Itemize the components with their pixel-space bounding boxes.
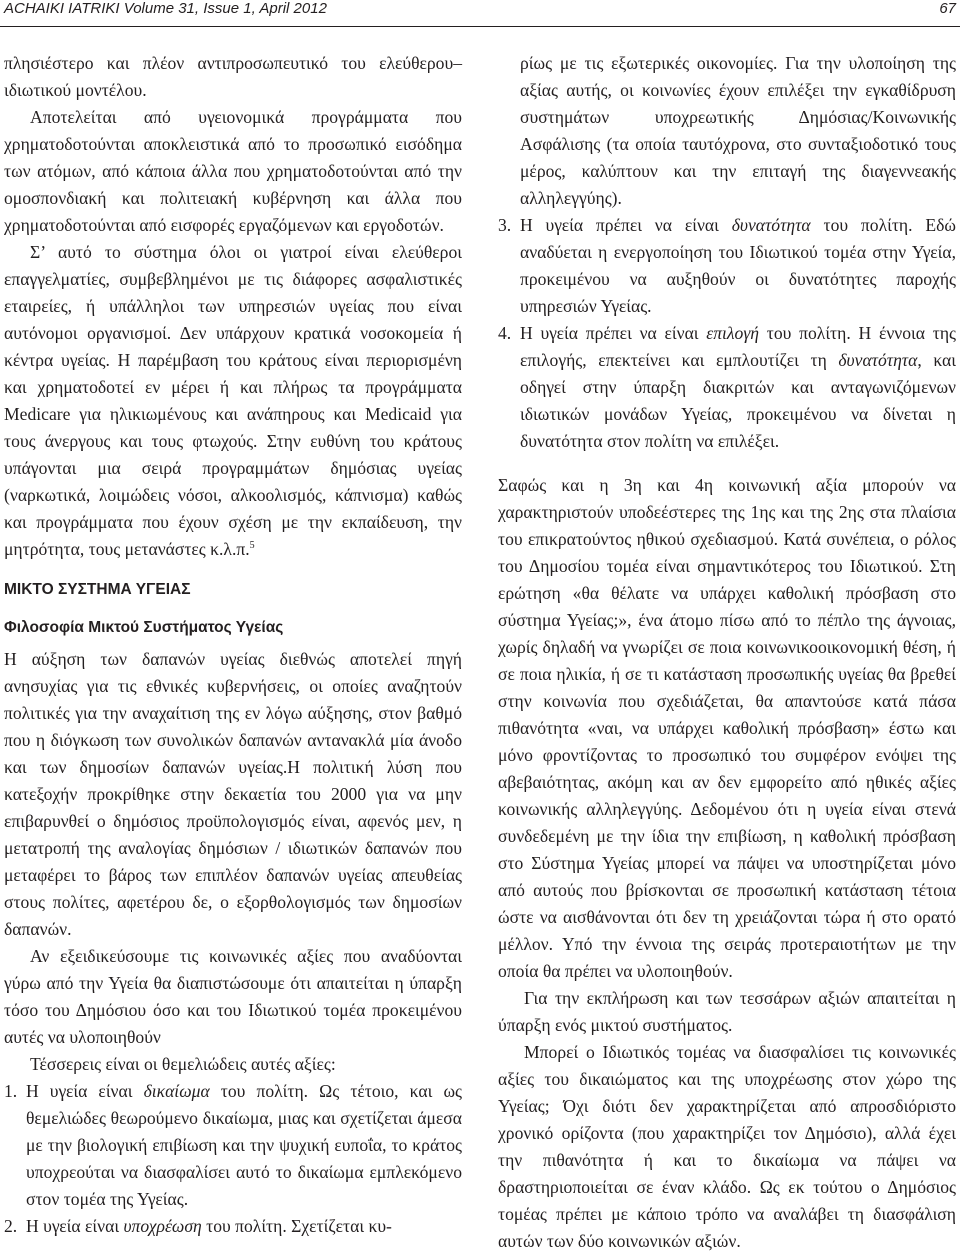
left-column (4, 50, 462, 1240)
running-header (0, 0, 960, 27)
list-number: 3. (498, 215, 512, 235)
paragraph (4, 239, 462, 563)
list-item (4, 1078, 462, 1213)
journal-title: ACHAIKI IATRIKI Volume 31, Issue 1, April 2012 (4, 0, 327, 17)
paragraph: Αν εξειδικεύσουμε τις κοινωνικές αξίες που αναδύονται γύρω από την Υγεία θα διαπιστώσουμε ότι απαιτείται η ύπαρξη τόσο του Δημόσιου όσο και του Ιδιωτικού τομέα προκειμένου αυτές να υλοποιηθούν (4, 946, 462, 1047)
paragraph: Τέσσερεις είναι οι θεμελιώδεις αυτές αξίες: (30, 1054, 336, 1074)
list-text: ρίως με τις εξωτερικές οικονομίες. Για την υλοποίηση της αξίας αυτής, οι κοινωνίες έχουν επιλέξει την εγκαθίδρυση συστημάτων υποχρεωτικής Δημόσιας/Κοινωνικής Ασφάλισης (τα οποία ταυτόχρονα, στο συνταξιοδοτικό τους μέρος, καλύπτουν και την επιταγή της διαγεννεακής αλληλεγγύης). (520, 53, 956, 208)
list-item (498, 212, 956, 320)
list-text: Η υγεία είναι υποχρέωση του πολίτη. Σχετίζεται κυ- (26, 1216, 392, 1236)
reference-superscript: 5 (249, 540, 255, 552)
list-number: 2. (4, 1216, 18, 1236)
list-number: 1. (4, 1081, 18, 1101)
list-text: Η υγεία πρέπει να είναι επιλογή του πολίτη. Η έννοια της επιλογής, επεκτείνει και εμπλουτίζει τη δυνατότητα, και οδηγεί στην ύπαρξη διακριτών και ανταγωνιζόμενων ιδιωτικών μονάδων Υγείας, προκειμένου να δίνεται η δυνατότητα στον πολίτη να επιλέξει. (520, 323, 956, 451)
paragraph: Σαφώς και η 3η και 4η κοινωνική αξία μπορούν να χαρακτηριστούν υποδεέστερες της 1ης και της 2ης στα πλαίσια του επικρατούντος ηθικού σχεδιασμού. Κατά συνέπεια, ο ρόλος του Δημοσίου τομέα είναι σημαντικότερος του Ιδιωτικού. Στη ερώτηση «θα θέλατε να υπάρχει καθολική πρόσβαση στο σύστημα Υγείας;», ένα άτομο πίσω από το πέπλο της άγνοιας, χωρίς δηλαδή να γνωρίζει σε ποια κοινωνικοοικονομική θέση, ή σε ποια ηλικία, ή σε τι κατάσταση προσωπικής υγείας θα βρεθεί στην κοινωνία που σχεδιάζεται, θα απαντούσε κατά πάσα πιθανότητα «ναι, να υπάρχει καθολική πρόσβαση» έστω και μόνο φροντίζοντας το προσωπικό του συμφέρον ενόψει της αβεβαιότητας, ακόμη και αν δεν εμφορείτο από ηθικές αξίες κοινωνικής αλληλεγγύης. Δεδομένου ότι η υγεία είναι στενά συνδεδεμένη με την ίδια την επιβίωση, η καθολική πρόσβαση στο Σύστημα Υγείας μπορεί να πάψει να υποστηρίζεται μόνο από αυτούς που βρίσκονται σε προσωπική κατάσταση τέτοια ώστε να αισθάνονται ότι δεν τη χρειάζονται τώρα ή στο ορατό μέλλον. Υπό την έννοια της σειράς προτεραιοτήτων με την οποία θα πρέπει να υλοποιηθούν. (498, 475, 956, 981)
list-item (498, 320, 956, 455)
list-text: Η υγεία είναι δικαίωμα του πολίτη. Ως τέτοιο, και ως θεμελιώδες θεωρούμενο δικαίωμα, μιας και σχετίζεται άμεσα με την βιολογική επιβίωση και την ψυχική ευποΐα, το κράτος υποχρεούται να διασφαλίσει αυτό το δικαίωμα εμπλεκόμενο στον τομέα της Υγείας. (26, 1081, 462, 1209)
list-number: 4. (498, 323, 512, 343)
paragraph: πλησιέστερο και πλέον αντιπροσωπευτικό του ελεύθερου–ιδιωτικού μοντέλου. (4, 53, 462, 100)
list-text: Η υγεία πρέπει να είναι δυνατότητα του πολίτη. Εδώ αναδύεται η ενεργοποίηση του Ιδιωτικού τομέα στην Υγεία, προκειμένου να αυξηθούν οι δυνατότητες παροχής υπηρεσιών Υγείας. (520, 215, 956, 316)
paragraph-text: Σ’ αυτό το σύστημα όλοι οι γιατροί είναι ελεύθεροι επαγγελματίες, συμβεβλημένοι με τις διάφορες ασφαλιστικές εταιρείες, ή υπάλληλοι των υπηρεσιών υγείας που είναι αυτόνομοι οργανισμοί. Δεν υπάρχουν κρατικά νοσοκομεία ή κέντρα υγείας. Η παρέμβαση του κράτους είναι περιορισμένη και χρηματοδοτεί εν μέρει ή και πλήρως τα προγράμματα Medicare για ηλικιωμένους και ανάπηρους και Medicaid για τους άνεργους και τους φτωχούς. Στην ευθύνη του κράτους υπάγονται μια σειρά προγραμμάτων δημόσιας υγείας (ναρκωτικά, λοιμώδεις νόσοι, αλκοολισμός, κάπνισμα) καθώς και προγράμματα που έχουν σχέση με την εκπαίδευση, την μητρότητα, τους μετανάστες κ.λ.π. (4, 242, 462, 559)
subsection-heading: Φιλοσοφία Μικτού Συστήματος Υγείας (4, 619, 284, 636)
paragraph: Για την εκπλήρωση και των τεσσάρων αξιών απαιτείται η ύπαρξη ενός μικτού συστήματος. (498, 988, 956, 1035)
paragraph: Μπορεί ο Ιδιωτικός τομέας να διασφαλίσει τις κοινωνικές αξίες του δικαιώματος και της υποχρέωσης στον χώρο της Υγείας; Όχι διότι δεν χαρακτηρίζεται από απροσδιόριστο χρονικό ορίζοντα (που χαρακτηρίζει τον Δημόσιο), αλλά έχει την πιθανότητα ή και το δικαίωμα να πάψει να δραστηριοποιείται σε έναν κλάδο. Ως εκ τούτου ο Δημόσιος τομέας πρέπει με κάποιο τρόπο να αναλάβει τη διασφάλιση αυτών των δύο κοινωνικών αξιών. (498, 1042, 956, 1251)
list-item (4, 1213, 462, 1240)
paragraph: Αποτελείται από υγειονομικά προγράμματα που χρηματοδοτούνται αποκλειστικά από το προσωπικό εισόδημα των ατόμων, από κάποια άλλα που χρηματοδοτούνται από την ομοσπονδιακή και πολιτειακή κυβέρνηση και άλλα που χρηματοδοτούνται από εισφορές εργαζόμενων και εργοδοτών. (4, 107, 462, 235)
list-item-continued (498, 50, 956, 212)
section-heading: ΜΙΚΤΟ ΣΥΣΤΗΜΑ ΥΓΕΙΑΣ (4, 581, 191, 598)
paragraph: Η αύξηση των δαπανών υγείας διεθνώς αποτελεί πηγή ανησυχίας για τις εθνικές κυβερνήσεις, οι οποίες αναζητούν πολιτικές για την αναχαίτιση της εν λόγω αύξησης, στον βαθμό που η διόγκωση των συνολικών δαπανών αντανακλά μία άνοδο και των δημοσίων δαπανών υγείας.Η πολιτική λύση που κατεξοχήν προκρίθηκε στην δεκαετία του 2000 για να μην επιβαρυνθεί ο δημόσιος προϋπολογισμός είναι, αφενός μεν, η μετατροπή της αναλογίας δημόσιων / ιδιωτικών δαπανών που μεταφέρει το βάρος των επιπλέον δαπανών υγείας απευθείας στους πολίτες, αφετέρου δε, ο εξορθολογισμός των δημοσίων δαπανών. (4, 649, 462, 939)
right-column (498, 50, 956, 1255)
page-number: 67 (939, 0, 956, 17)
